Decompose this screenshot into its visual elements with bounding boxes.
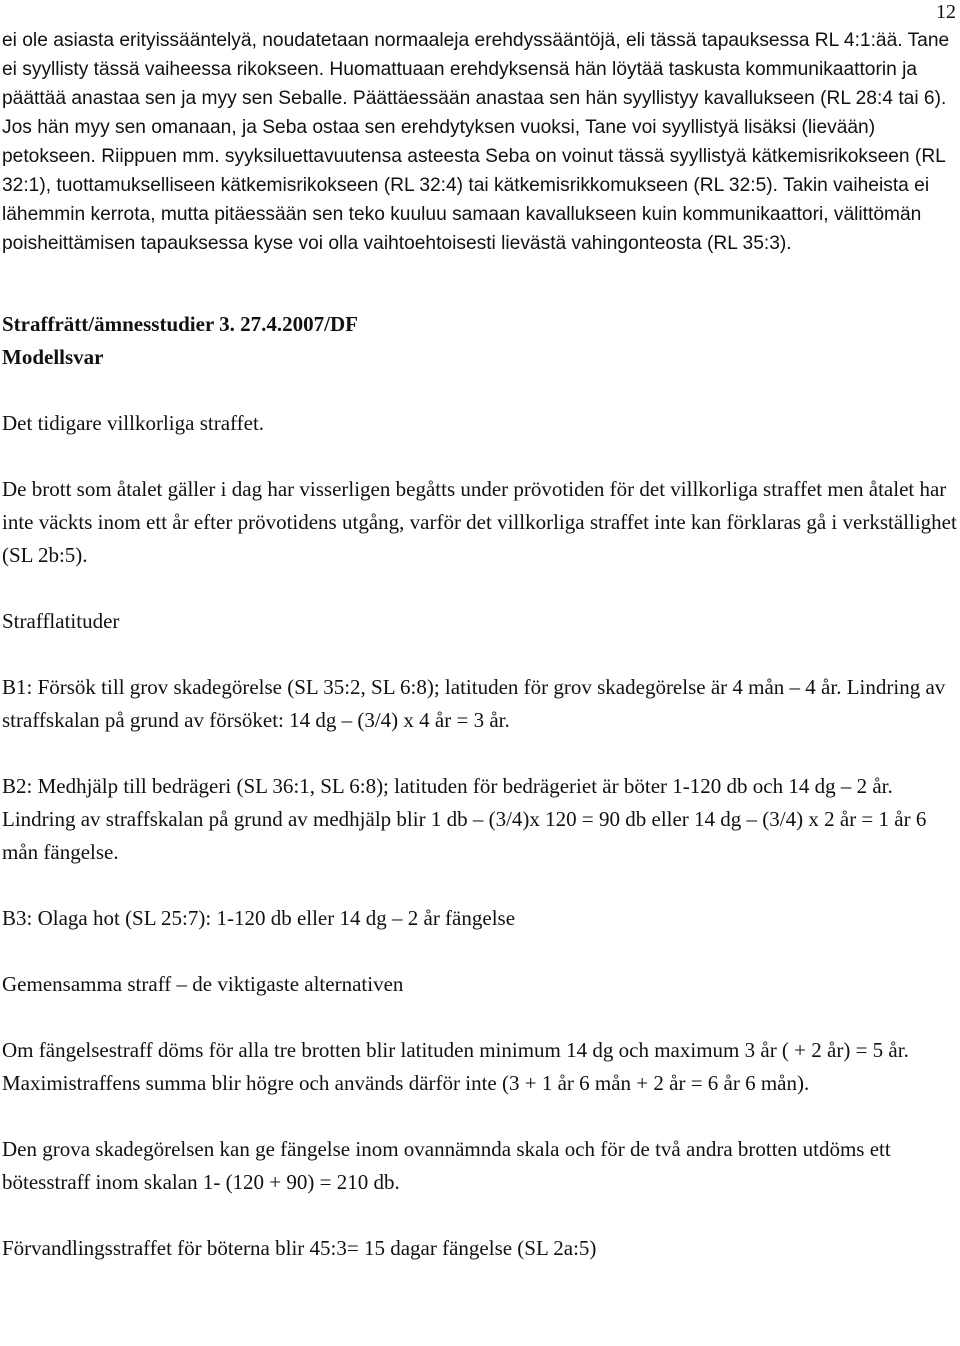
finnish-paragraph: ei ole asiasta erityissääntelyä, noudatetaan normaaleja erehdyssääntöjä, eli tässä tapauksessa RL 4:1:ää. Tane ei syyllisty tässä vaiheessa rikokseen. Huomattuaan erehdyksensä hän löytää taskusta kommunikaattorin ja päättää anastaa sen ja myy sen Seballe. Päättäessään anastaa sen hän syyllistyy kavallukseen (RL 28:4 tai 6). Jos hän myy sen omanaan, ja Seba ostaa sen erehdytyksen vuoksi, Tane voi syyllistyä lisäksi (lievään) petokseen. Riippuen mm. syyksiluettavuutensa asteesta Seba on voinut tässä syyllistyä kätkemisrikokseen (RL 32:1), tuottamukselliseen kätkemisrikokseen (RL 32:4) tai kätkemisrikkomukseen (RL 32:5). Takin vaiheista ei lähemmin kerrota, mutta pitäessään sen teko kuuluu samaan kavallukseen kuin kommunikaattori, välittömän poisheittämisen tapauksessa kyse voi olla vaihtoehtoisesti lievästä vahingonteosta (RL 35:3). bbox=[2, 30, 950, 254]
paragraph-previous-sentence: Det tidigare villkorliga straffet. bbox=[2, 411, 265, 435]
section-title-latitudes: Strafflatituder bbox=[2, 609, 120, 633]
paragraph-probation: De brott som åtalet gäller i dag har visserligen begåtts under prövotiden för det villkorliga straffet men åtalet har inte väckts inom ett år efter prövotidens utgång, varför det villkorliga straffet inte kan förklaras gå i verkställighet (SL 2b:5). bbox=[2, 477, 957, 567]
document-subheading: Modellsvar bbox=[2, 345, 104, 369]
paragraph-prison-sentence: Om fängelsestraff döms för alla tre brotten blir latituden minimum 14 dg och maximum 3 år ( + 2 år) = 5 år. Maximistraffens summa blir högre och används därför inte (3 + 1 år 6 mån + 2 år = 6 år 6 mån). bbox=[2, 1038, 909, 1095]
section-title-joint-sentence: Gemensamma straff – de viktigaste alternativen bbox=[2, 972, 404, 996]
paragraph-fine-sentence: Den grova skadegörelsen kan ge fängelse inom ovannämnda skala och för de två andra brotten utdöms ett bötesstraff inom skalan 1- (120 + 90) = 210 db. bbox=[2, 1137, 891, 1194]
document-body bbox=[2, 26, 958, 1265]
page-number: 12 bbox=[936, 1, 956, 23]
paragraph-conversion-sentence: Förvandlingsstraffet för böterna blir 45:3= 15 dagar fängelse (SL 2a:5) bbox=[2, 1236, 597, 1260]
heading-block bbox=[2, 308, 958, 374]
paragraph-b1: B1: Försök till grov skadegörelse (SL 35:2, SL 6:8); latituden för grov skadegörelse är 4 mån – 4 år. Lindring av straffskalan på grund av försöket: 14 dg – (3/4) x 4 år = 3 år. bbox=[2, 675, 946, 732]
paragraph-b3: B3: Olaga hot (SL 25:7): 1-120 db eller 14 dg – 2 år fängelse bbox=[2, 906, 516, 930]
paragraph-b2: B2: Medhjälp till bedrägeri (SL 36:1, SL 6:8); latituden för bedrägeriet är böter 1-120 db och 14 dg – 2 år. Lindring av straffskalan på grund av medhjälp blir 1 db – (3/4)x 120 = 90 db eller 14 dg – (3/4) x 2 år = 1 år 6 mån fängelse. bbox=[2, 774, 927, 864]
document-heading: Straffrätt/ämnesstudier 3. 27.4.2007/DF bbox=[2, 312, 358, 336]
